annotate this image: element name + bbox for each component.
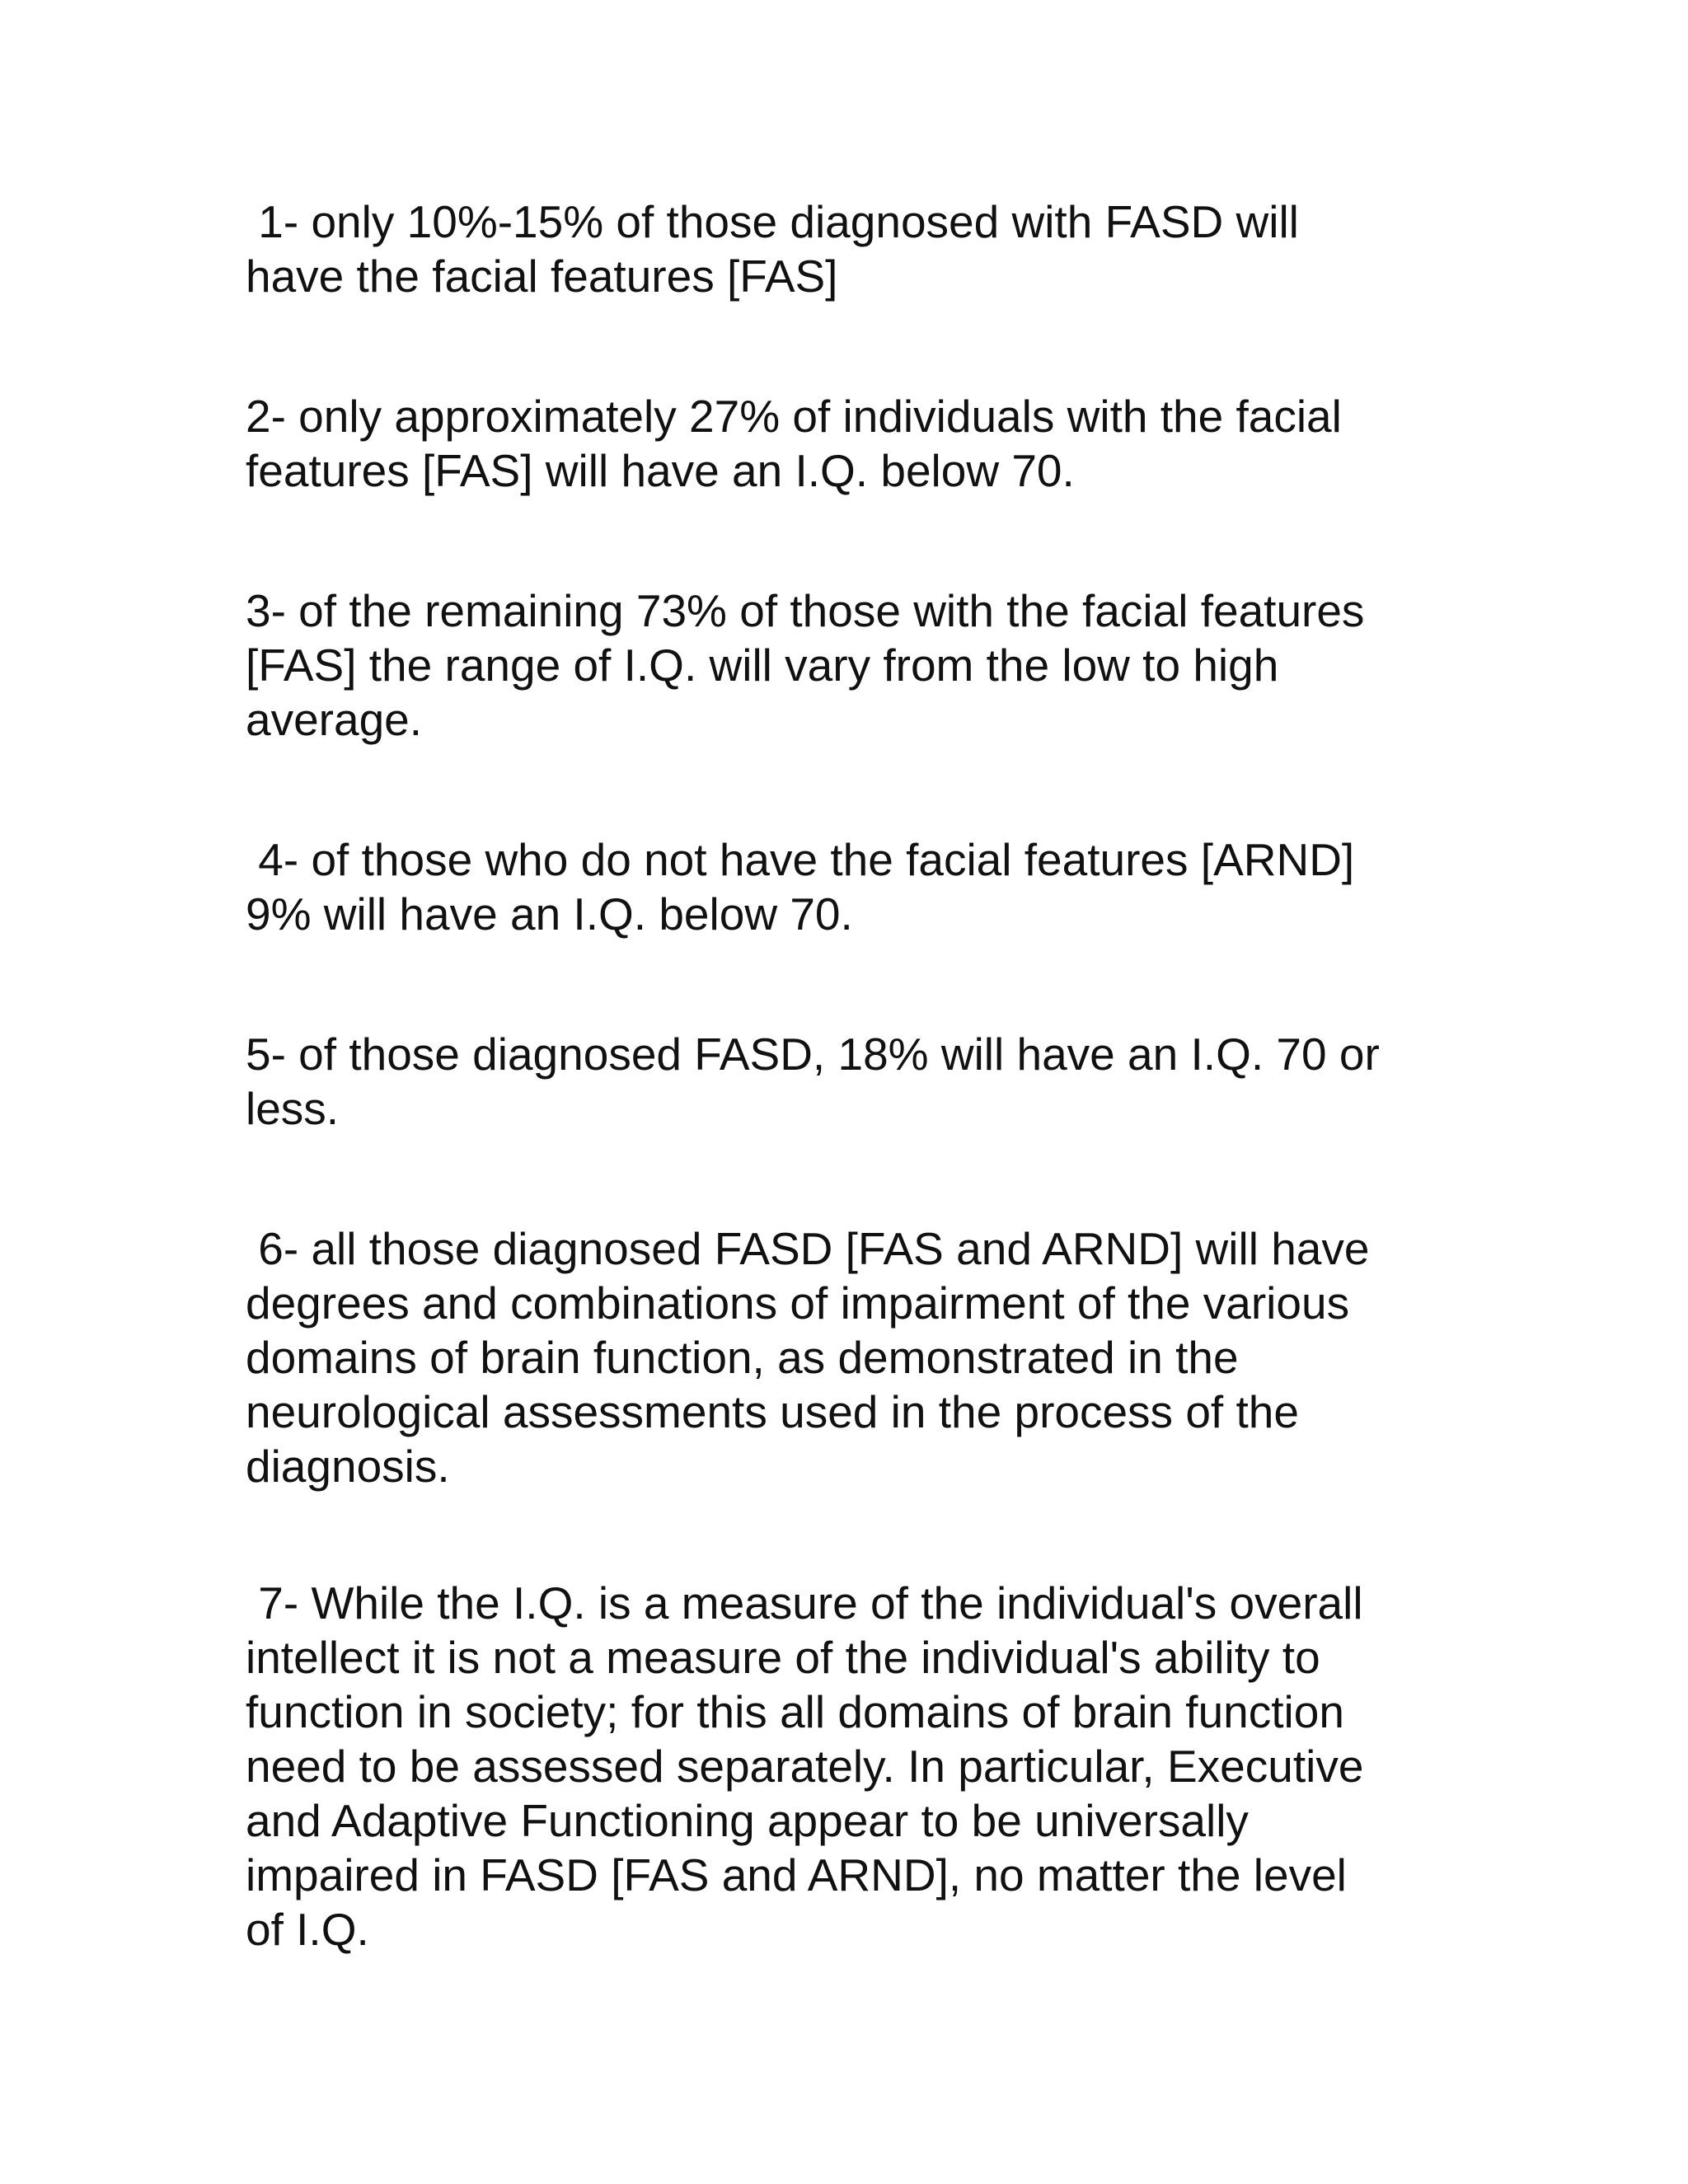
numbered-paragraph-2: 2- only approximately 27% of individuals with the facial features [FAS] will have an I.Q. below 70. [246, 391, 1342, 496]
numbered-paragraph-4: 4- of those who do not have the facial features [ARND] 9% will have an I.Q. below 70. [246, 834, 1355, 940]
numbered-paragraph-5: 5- of those diagnosed FASD, 18% will have an I.Q. 70 or less. [246, 1029, 1380, 1134]
numbered-paragraph-7: 7- While the I.Q. is a measure of the individual's overall intellect it is not a measure of the individual's ability to function in society; for this all domains of brain function need to be assessed separately. In particular, Executive and Adaptive Functioning appear to be universally impaired in FASD [FAS and ARND], no matter the level of I.Q. [246, 1577, 1364, 1955]
numbered-paragraph-1: 1- only 10%-15% of those diagnosed with FASD will have the facial features [FAS] [246, 196, 1299, 302]
numbered-paragraph-3: 3- of the remaining 73% of those with the facial features [FAS] the range of I.Q. will vary from the low to high average. [246, 585, 1365, 745]
numbered-paragraph-6: 6- all those diagnosed FASD [FAS and ARND] will have degrees and combinations of impairment of the various domains of brain function, as demonstrated in the neurological assessments used in the process of the diagnosis. [246, 1223, 1370, 1492]
